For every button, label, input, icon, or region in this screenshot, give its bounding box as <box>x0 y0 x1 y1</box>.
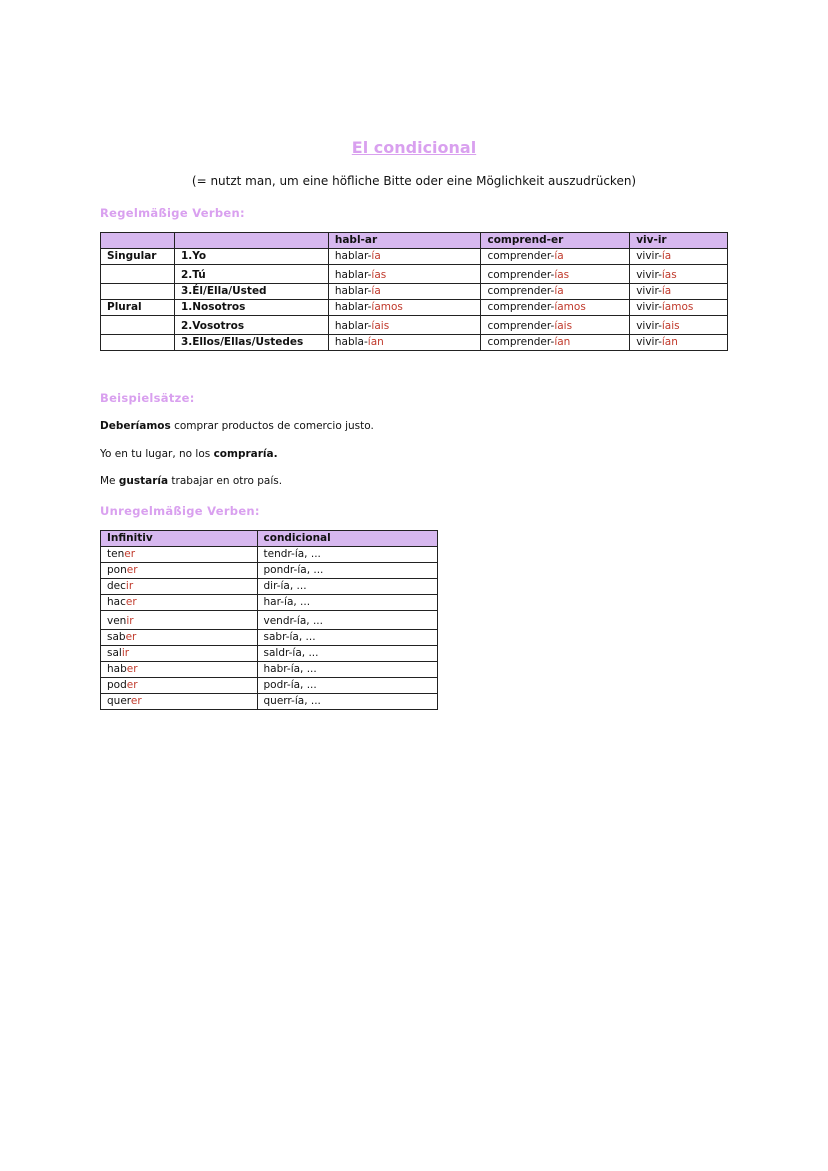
ir-cell <box>630 300 728 316</box>
ending-text: ía <box>371 285 381 297</box>
table-row <box>101 563 438 579</box>
stem-text: hablar- <box>334 285 372 297</box>
stem-text: vivir- <box>636 320 662 332</box>
ending-text: er <box>126 663 138 675</box>
ar-cell <box>328 249 481 265</box>
table-row <box>101 595 438 611</box>
ir-cell <box>630 335 728 351</box>
stem-text: comprender- <box>487 336 555 348</box>
er-cell <box>481 249 630 265</box>
infinitive-cell <box>101 694 258 710</box>
group-cell <box>101 316 175 335</box>
ending-text: íais <box>371 320 390 332</box>
infinitive-cell <box>101 611 258 630</box>
ending-text: ir <box>125 580 134 592</box>
stem-text: ten <box>107 548 125 560</box>
stem-text: vivir- <box>636 250 662 262</box>
example-sentence <box>100 420 374 432</box>
ending-text: íamos <box>371 301 403 313</box>
stem-text: pon <box>107 564 127 576</box>
group-cell: Singular <box>101 249 175 265</box>
stem-text: dec <box>107 580 126 592</box>
header-cell <box>174 233 328 249</box>
table-row <box>101 249 728 265</box>
infinitive-cell <box>101 547 258 563</box>
sentence-text: Yo en tu lugar, no los <box>100 448 214 460</box>
er-cell <box>481 265 630 284</box>
person-cell: 2.Vosotros <box>174 316 328 335</box>
table-row <box>101 335 728 351</box>
table-row <box>101 678 438 694</box>
ar-cell <box>328 284 481 300</box>
irregular-verbs-table <box>100 530 438 710</box>
table-row <box>101 630 438 646</box>
er-cell <box>481 300 630 316</box>
infinitive-cell <box>101 579 258 595</box>
stem-text: vivir- <box>636 336 662 348</box>
ending-text: ías <box>371 269 387 281</box>
conditional-cell: pondr-ía, ... <box>257 563 438 579</box>
sentence-verb: Deberíamos <box>100 420 171 432</box>
page-title: El condicional <box>351 138 477 157</box>
ending-text: ir <box>121 647 130 659</box>
stem-text: comprender- <box>487 285 555 297</box>
stem-text: pod <box>107 679 127 691</box>
infinitive-cell <box>101 662 258 678</box>
table-row <box>101 300 728 316</box>
stem-text: hablar- <box>334 320 372 332</box>
header-cell: condicional <box>257 531 438 547</box>
stem-text: comprender- <box>487 320 555 332</box>
ending-text: ía <box>554 250 564 262</box>
stem-text: comprender- <box>487 269 555 281</box>
infinitive-cell <box>101 678 258 694</box>
stem-text: sal <box>107 647 122 659</box>
ending-text: er <box>125 596 137 608</box>
group-cell <box>101 284 175 300</box>
er-cell <box>481 284 630 300</box>
regular-verbs-heading: Regelmäßige Verben: <box>100 206 245 220</box>
ar-cell <box>328 316 481 335</box>
header-cell: habl-ar <box>328 233 481 249</box>
stem-text: vivir- <box>636 269 662 281</box>
stem-text: hablar- <box>334 301 372 313</box>
table-row <box>101 694 438 710</box>
regular-verbs-table <box>100 232 728 351</box>
ending-text: er <box>124 548 136 560</box>
stem-text: ven <box>107 615 127 627</box>
ending-text: er <box>130 695 142 707</box>
infinitive-cell <box>101 646 258 662</box>
ar-cell <box>328 265 481 284</box>
group-cell: Plural <box>101 300 175 316</box>
sentence-text: Me <box>100 475 119 487</box>
conditional-cell: saldr-ía, ... <box>257 646 438 662</box>
conditional-cell: sabr-ía, ... <box>257 630 438 646</box>
group-cell <box>101 265 175 284</box>
sentence-verb: gustaría <box>118 475 169 487</box>
er-cell <box>481 316 630 335</box>
ending-text: ía <box>661 250 672 262</box>
person-cell: 1.Nosotros <box>174 300 328 316</box>
irregular-verbs-heading: Unregelmäßige Verben: <box>100 504 260 518</box>
group-cell <box>101 335 175 351</box>
ir-cell <box>630 249 728 265</box>
ending-text: íamos <box>661 301 694 313</box>
table-header-row <box>101 531 438 547</box>
ending-text: ir <box>126 615 134 627</box>
ending-text: íais <box>554 320 573 332</box>
conditional-cell: tendr-ía, ... <box>257 547 438 563</box>
ar-cell <box>328 335 481 351</box>
person-cell: 2.Tú <box>174 265 328 284</box>
table-row <box>101 547 438 563</box>
header-cell: viv-ir <box>630 233 728 249</box>
ir-cell <box>630 265 728 284</box>
er-cell <box>481 335 630 351</box>
stem-text: sab <box>107 631 126 643</box>
person-cell: 1.Yo <box>174 249 328 265</box>
stem-text: comprender- <box>487 250 555 262</box>
stem-text: hablar- <box>334 269 372 281</box>
table-row <box>101 265 728 284</box>
ending-text: ían <box>661 336 678 348</box>
infinitive-cell <box>101 595 258 611</box>
table-row <box>101 646 438 662</box>
ending-text: íamos <box>554 301 586 313</box>
ending-text: er <box>125 631 137 643</box>
ir-cell <box>630 316 728 335</box>
stem-text: vivir- <box>636 285 662 297</box>
conditional-cell: podr-ía, ... <box>257 678 438 694</box>
examples-heading: Beispielsätze: <box>100 391 195 405</box>
page-subtitle: (= nutzt man, um eine höfliche Bitte oder eine Möglichkeit auszudrücken) <box>191 174 637 188</box>
infinitive-cell <box>101 563 258 579</box>
stem-text: hac <box>107 596 126 608</box>
stem-text: habla- <box>334 336 368 348</box>
person-cell: 3.Ellos/Ellas/Ustedes <box>174 335 328 351</box>
sentence-verb: compraría. <box>213 448 278 460</box>
header-cell: comprend-er <box>481 233 630 249</box>
conditional-cell: vendr-ía, ... <box>257 611 438 630</box>
header-cell: Infinitiv <box>101 531 258 547</box>
ending-text: er <box>126 679 138 691</box>
table-row <box>101 316 728 335</box>
table-header-row <box>101 233 728 249</box>
sentence-text: trabajar en otro país. <box>168 475 283 487</box>
infinitive-cell <box>101 630 258 646</box>
ar-cell <box>328 300 481 316</box>
table-row <box>101 662 438 678</box>
ending-text: ías <box>554 269 570 281</box>
stem-text: quer <box>107 695 131 707</box>
table-row <box>101 611 438 630</box>
stem-text: vivir- <box>636 301 662 313</box>
conditional-cell: dir-ía, ... <box>257 579 438 595</box>
stem-text: comprender- <box>487 301 555 313</box>
table-row <box>101 284 728 300</box>
sentence-text: comprar productos de comercio justo. <box>170 420 374 432</box>
ending-text: ía <box>371 250 381 262</box>
header-cell <box>101 233 175 249</box>
stem-text: hablar- <box>334 250 372 262</box>
ending-text: íais <box>661 320 680 332</box>
example-sentence <box>100 475 282 487</box>
person-cell: 3.Él/Ella/Usted <box>174 284 328 300</box>
ir-cell <box>630 284 728 300</box>
ending-text: ía <box>554 285 564 297</box>
ending-text: ías <box>661 269 677 281</box>
stem-text: hab <box>107 663 127 675</box>
ending-text: er <box>126 564 138 576</box>
ending-text: ían <box>554 336 571 348</box>
conditional-cell: querr-ía, ... <box>257 694 438 710</box>
table-row <box>101 579 438 595</box>
example-sentence <box>100 448 278 460</box>
conditional-cell: har-ía, ... <box>257 595 438 611</box>
ending-text: ía <box>661 285 672 297</box>
conditional-cell: habr-ía, ... <box>257 662 438 678</box>
ending-text: ían <box>367 336 384 348</box>
